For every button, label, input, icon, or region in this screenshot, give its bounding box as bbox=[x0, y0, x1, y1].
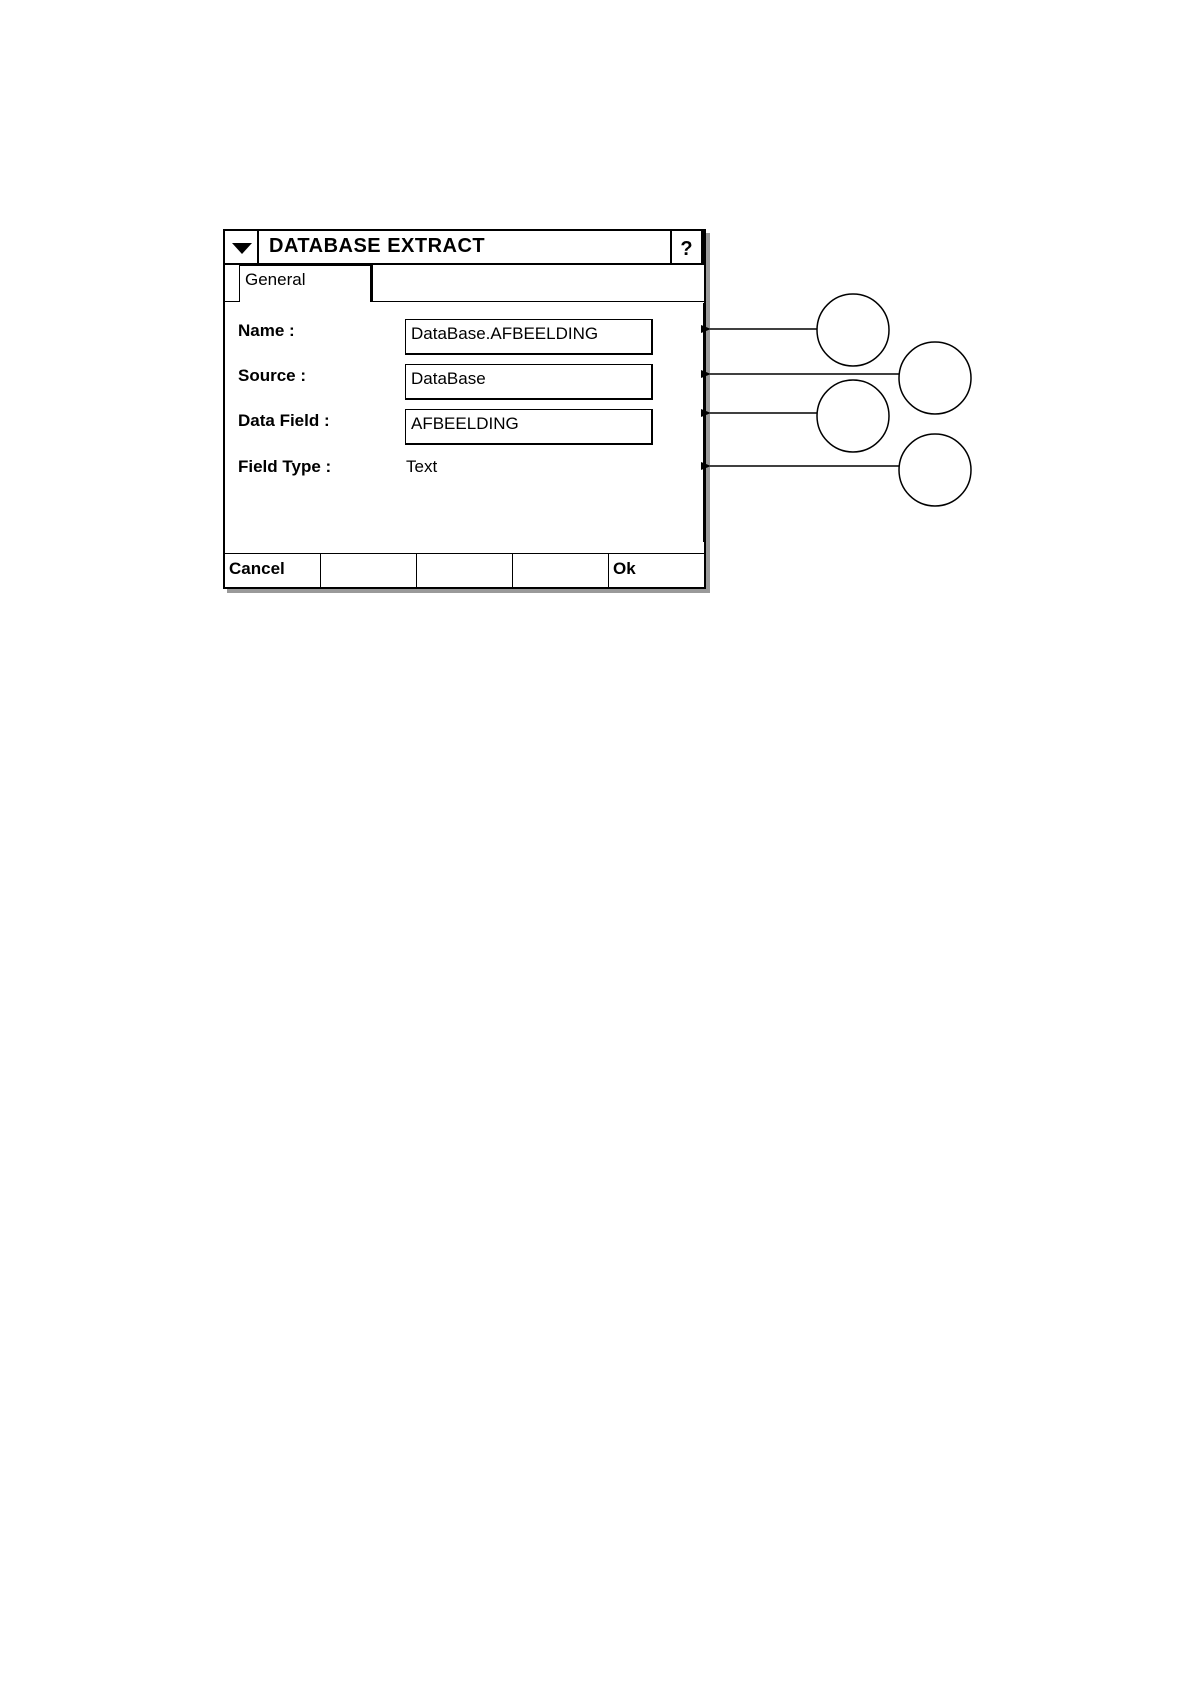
callout-circle-icon bbox=[817, 380, 889, 452]
tab-general[interactable]: General bbox=[239, 265, 373, 302]
tab-strip bbox=[225, 265, 704, 303]
database-extract-dialog bbox=[223, 229, 706, 589]
callout-2 bbox=[710, 342, 971, 414]
callout-3 bbox=[710, 380, 889, 452]
help-icon: ? bbox=[680, 238, 693, 260]
help-button[interactable] bbox=[670, 231, 704, 263]
softkey-3[interactable] bbox=[417, 554, 513, 587]
dropdown-menu-button[interactable] bbox=[225, 231, 259, 263]
callout-circle-icon bbox=[899, 342, 971, 414]
name-input[interactable]: DataBase.AFBEELDING bbox=[405, 319, 653, 355]
field-type-value: Text bbox=[406, 457, 438, 476]
source-input[interactable]: DataBase bbox=[405, 364, 653, 400]
softkey-4[interactable] bbox=[513, 554, 609, 587]
callout-circle-icon bbox=[899, 434, 971, 506]
ok-button[interactable]: Ok bbox=[613, 559, 636, 578]
data-field-label: Data Field : bbox=[238, 411, 330, 430]
title-bar bbox=[225, 231, 704, 265]
callout-circle-icon bbox=[817, 294, 889, 366]
data-field-input[interactable]: AFBEELDING bbox=[405, 409, 653, 445]
name-label: Name : bbox=[238, 321, 295, 340]
field-type-label: Field Type : bbox=[238, 457, 332, 476]
cancel-button[interactable]: Cancel bbox=[225, 554, 321, 587]
dialog-title: DATABASE EXTRACT bbox=[269, 235, 486, 257]
source-label: Source : bbox=[238, 366, 307, 385]
softkey-2[interactable] bbox=[321, 554, 417, 587]
callout-1 bbox=[710, 294, 889, 366]
scroll-edge bbox=[703, 303, 706, 542]
softkey-bar bbox=[225, 553, 704, 587]
callout-4 bbox=[710, 434, 971, 506]
dropdown-menu-icon bbox=[232, 243, 252, 254]
